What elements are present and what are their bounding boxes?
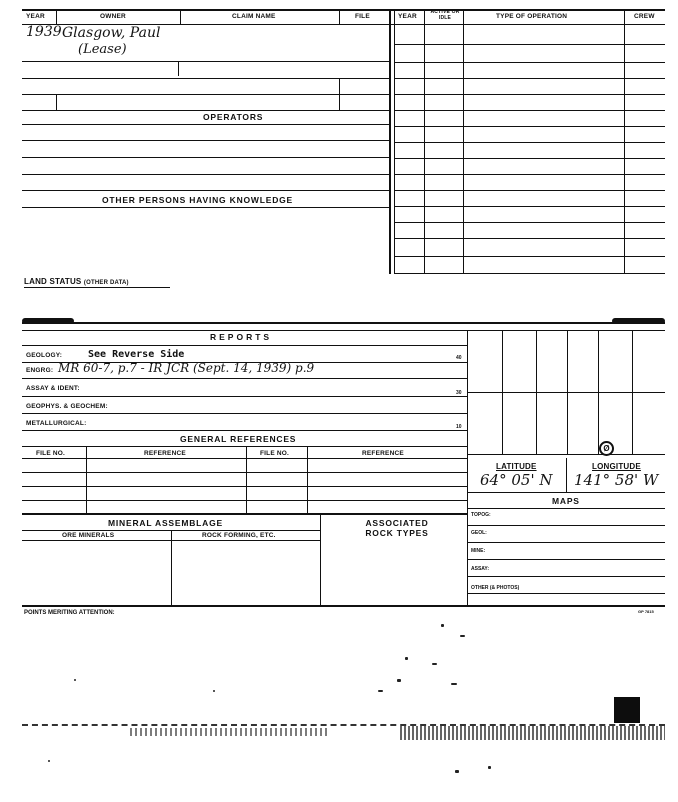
maps-mine: MINE: (471, 548, 486, 554)
gr-header-file-no-2: FILE NO. (260, 450, 290, 457)
entry-year: 1939 (26, 24, 62, 40)
mineral-assemblage-title: MINERAL ASSEMBLAGE (108, 518, 223, 528)
black-square-artifact (614, 697, 640, 723)
reports-title: REPORTS (210, 332, 273, 342)
latitude-label: LATITUDE (496, 462, 537, 471)
header-active-or-idle: ACTIVE OR IDLE (430, 9, 460, 21)
knowledge-label: OTHER PERSONS HAVING KNOWLEDGE (102, 195, 294, 205)
rock-forming-label: ROCK FORMING, ETC. (202, 532, 276, 539)
latitude-value: 64° 05' N (480, 471, 553, 489)
gr-header-file-no-1: FILE NO. (36, 450, 66, 457)
associated-rock-types: ASSOCIATED ROCK TYPES (365, 518, 429, 538)
maps-title: MAPS (552, 496, 580, 506)
general-references-title: GENERAL REFERENCES (180, 434, 297, 444)
form-number: GP 7815 (638, 609, 654, 614)
engrg-value: MR 60-7, p.7 - IR JCR (Sept. 14, 1939) p.9 (58, 361, 315, 375)
gr-header-reference-2: REFERENCE (362, 450, 404, 457)
maps-geol: GEOL: (471, 530, 487, 536)
engrg-label: ENGRG: (26, 367, 54, 374)
geology-value: See Reverse Side (88, 349, 185, 360)
metallurgical-label: METALLURGICAL: (26, 420, 87, 427)
margin-number-2: 30 (456, 390, 462, 396)
gr-header-reference-1: REFERENCE (144, 450, 186, 457)
header-claim-name: CLAIM NAME (232, 13, 276, 20)
entry-owner: Glasgow, Paul (62, 25, 161, 41)
header-crew: CREW (634, 13, 655, 20)
maps-assay: ASSAY: (471, 566, 490, 572)
operators-label: OPERATORS (203, 112, 264, 122)
header-type-of-operation: TYPE OF OPERATION (496, 13, 568, 20)
geophys-label: GEOPHYS. & GEOCHEM: (26, 403, 108, 410)
points-meriting-attention: POINTS MERITING ATTENTION: (24, 610, 115, 616)
quad-marker: Ø (599, 441, 614, 456)
header-file: FILE (355, 13, 370, 20)
longitude-label: LONGITUDE (592, 462, 641, 471)
header-owner: OWNER (100, 13, 126, 20)
ore-minerals-label: ORE MINERALS (62, 532, 115, 539)
header-year: YEAR (26, 13, 45, 20)
maps-topog: TOPOG: (471, 512, 491, 518)
entry-note: (Lease) (78, 42, 127, 57)
land-status-label: LAND STATUS (OTHER DATA) (24, 277, 129, 286)
maps-other: OTHER (& PHOTOS) (471, 585, 520, 591)
geology-label: GEOLOGY: (26, 352, 63, 359)
assay-label: ASSAY & IDENT: (26, 385, 80, 392)
margin-number-3: 10 (456, 424, 462, 430)
longitude-value: 141° 58' W (574, 471, 659, 489)
header-year-2: YEAR (398, 13, 417, 20)
margin-number-1: 40 (456, 355, 462, 361)
